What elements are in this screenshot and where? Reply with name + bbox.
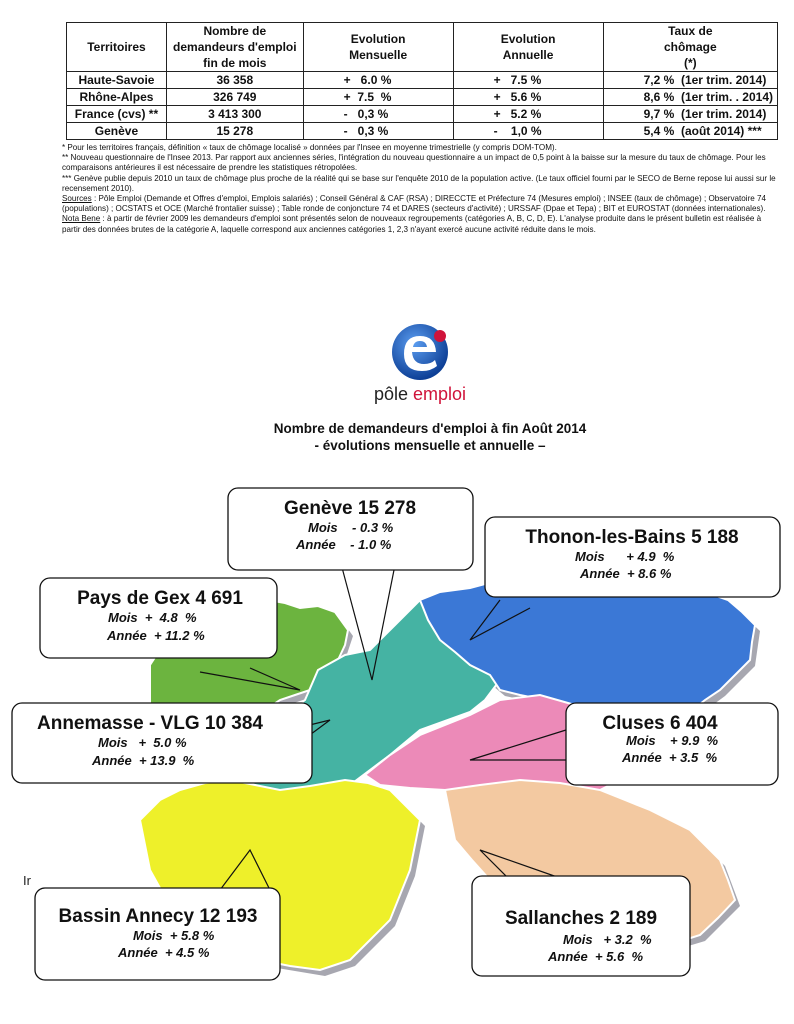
- table-header-row: [67, 23, 778, 72]
- callout-gex-title: Pays de Gex 4 691: [77, 588, 243, 609]
- count-cell: 326 749: [166, 89, 303, 106]
- callout-pays-de-gex: [40, 578, 277, 658]
- callout-sallanches-annee: Année + 5.6 %: [548, 949, 644, 964]
- callout-gex-mois: Mois + 4.8 %: [108, 610, 197, 625]
- callout-cluses: [566, 703, 778, 785]
- rate-cell: 8,6 % (1er trim. . 2014): [603, 89, 777, 106]
- nota-bene-note: [62, 214, 778, 234]
- count-cell: 15 278: [166, 123, 303, 140]
- territory-cell: France (cvs) **: [67, 106, 167, 123]
- footnote-1: * Pour les territoires français, définition « taux de chômage localisé » données par l'Insee en moyenne trimestrielle (y compris DOM-TOM).: [62, 143, 557, 152]
- count-cell: 3 413 300: [166, 106, 303, 123]
- callout-sallanches-title: Sallanches 2 189: [504, 908, 658, 929]
- callout-annecy-annee: Année + 4.5 %: [118, 945, 210, 960]
- callout-annemasse: [12, 703, 312, 783]
- callout-geneve-mois: Mois - 0.3 %: [308, 520, 394, 535]
- annual-cell: + 7.5 %: [453, 72, 603, 89]
- table-row: [67, 89, 778, 106]
- rate-cell: 9,7 % (1er trim. 2014): [603, 106, 777, 123]
- logo-word-emploi: emploi: [413, 384, 467, 404]
- callout-cluses-title: Cluses 6 404: [602, 713, 718, 734]
- callout-annemasse-title: Annemasse - VLG 10 384: [37, 713, 263, 734]
- callout-geneve-title: Genève 15 278: [283, 498, 417, 519]
- nota-bene-text: : à partir de février 2009 les demandeurs d'emploi sont présentés selon de nouveaux regroupements (catégories A, B, C, D, E). L'analyse produite dans le présent bulletin est réalisée à partir des données brutes de la catégorie A, laquelle correspond aux anciennes catégories 1, 2,3 n'ayant exercé aucune activité réduite dans le mois.: [62, 214, 762, 234]
- territory-cell: Rhône-Alpes: [67, 89, 167, 106]
- table-row: [67, 123, 778, 140]
- callout-thonon-mois: Mois + 4.9 %: [575, 549, 675, 564]
- map-title-line2: - évolutions mensuelle et annuelle –: [314, 438, 546, 453]
- annual-cell: + 5.6 %: [453, 89, 603, 106]
- annual-cell: - 1,0 %: [453, 123, 603, 140]
- logo-word-pole: pôle: [373, 384, 408, 404]
- footnote-2: ** Nouveau questionnaire de l'Insee 2013. Par rapport aux anciennes séries, l'intégration du nouveau questionnaire a un impact de 0,5 point à la baisse sur la mesure du taux de chômage. Pour les comparaisons antérieures il est nécessaire de prendre les statistiques rétropolées.: [62, 153, 766, 173]
- sources-text: : Pôle Emploi (Demande et Offres d'emploi, Emplois salariés) ; Conseil Général & CAF (RSA) ; DIRECCTE et Préfecture 74 (Mesures emploi) ; INSEE (taux de chômage) ; Observatoire 74 (populations) ; OCSTATS et OCE (Marché frontalier suisse) ; Table ronde de conjoncture 74 et DARES (secteurs d'activité) ; URSSAF (Dpae et Tepa) ; BIT et EUROSTAT (données internationales).: [62, 194, 767, 214]
- sources-label: Sources: [62, 194, 92, 204]
- table-row: [67, 106, 778, 123]
- territory-cell: Genève: [67, 123, 167, 140]
- header-territoires: Territoires: [67, 23, 167, 72]
- monthly-cell: - 0,3 %: [303, 123, 453, 140]
- callout-sallanches-mois: Mois + 3.2 %: [563, 932, 652, 947]
- regional-map: [0, 460, 794, 1024]
- nota-bene-label: Nota Bene: [62, 214, 101, 224]
- statistics-table: [66, 22, 778, 140]
- monthly-cell: + 6.0 %: [303, 72, 453, 89]
- callout-annecy-title: Bassin Annecy 12 193: [58, 906, 258, 927]
- rate-cell: 5,4 % (août 2014) ***: [603, 123, 777, 140]
- callout-geneve: [228, 488, 473, 570]
- callout-gex-annee: Année + 11.2 %: [107, 628, 205, 643]
- table-row: [67, 72, 778, 89]
- footnotes: [62, 143, 778, 235]
- callout-thonon: [485, 517, 780, 597]
- sources-note: [62, 194, 778, 214]
- map-title-line1: Nombre de demandeurs d'emploi à fin Août 2014: [273, 421, 587, 436]
- callout-annemasse-mois: Mois + 5.0 %: [98, 735, 187, 750]
- logo-wordmark: [350, 384, 490, 405]
- callout-cluses-annee: Année + 3.5 %: [622, 750, 718, 765]
- callout-thonon-title: Thonon-les-Bains 5 188: [525, 527, 739, 548]
- monthly-cell: - 0,3 %: [303, 106, 453, 123]
- territory-cell: Haute-Savoie: [67, 72, 167, 89]
- map-title: [200, 420, 660, 454]
- monthly-cell: + 7.5 %: [303, 89, 453, 106]
- callout-annecy: [35, 888, 280, 980]
- count-cell: 36 358: [166, 72, 303, 89]
- callout-annemasse-annee: Année + 13.9 %: [92, 753, 195, 768]
- callout-geneve-annee: Année - 1.0 %: [296, 537, 392, 552]
- callout-thonon-annee: Année + 8.6 %: [580, 566, 672, 581]
- callout-sallanches: [472, 876, 690, 976]
- header-taux-chomage: Taux de chômage (*): [603, 23, 777, 72]
- stray-text-fragment: Ir: [23, 873, 31, 888]
- footnote-3: *** Genève publie depuis 2010 un taux de chômage plus proche de la réalité qui se base sur l'enquête 2010 de la population active. (Le taux officiel fourni par le SECO de Berne repose lui aussi sur le recensement 2010).: [62, 173, 776, 193]
- annual-cell: + 5.2 %: [453, 106, 603, 123]
- header-evolution-annuelle: Evolution Annuelle: [453, 23, 603, 72]
- callout-cluses-mois: Mois + 9.9 %: [626, 733, 719, 748]
- callout-annecy-mois: Mois + 5.8 %: [133, 928, 215, 943]
- header-demandeurs: Nombre de demandeurs d'emploi fin de mois: [166, 23, 303, 72]
- rate-cell: 7,2 % (1er trim. 2014): [603, 72, 777, 89]
- header-evolution-mensuelle: Evolution Mensuelle: [303, 23, 453, 72]
